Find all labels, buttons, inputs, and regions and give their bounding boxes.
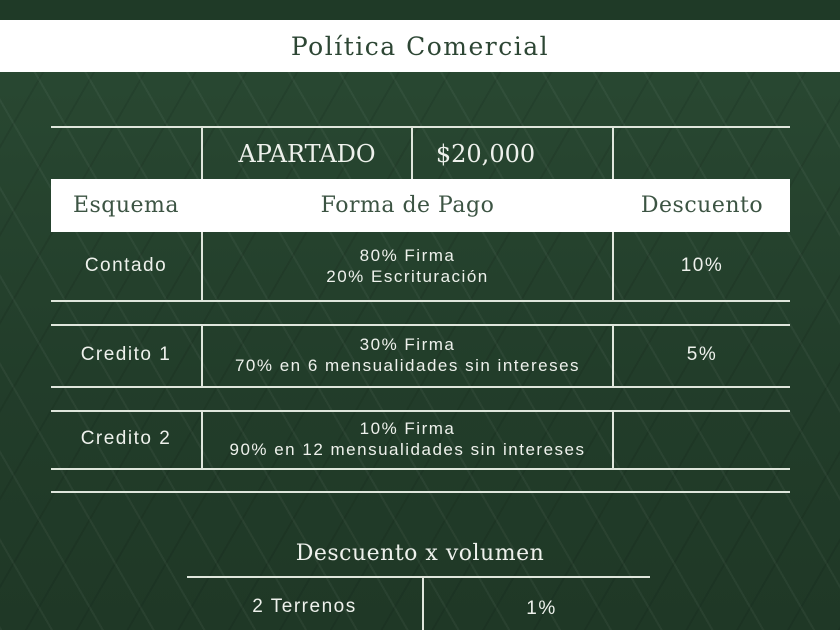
apartado-divider-right bbox=[612, 126, 614, 179]
volume-table-top-border bbox=[187, 576, 650, 578]
payment-line: 70% en 6 mensualidades sin intereses bbox=[234, 356, 581, 375]
payment-line: 90% en 12 mensualidades sin intereses bbox=[229, 440, 586, 459]
apartado-amount: $20,000 bbox=[435, 139, 536, 168]
discount-credito-2 bbox=[614, 412, 790, 466]
payment-contado bbox=[203, 232, 612, 300]
row-separator bbox=[51, 468, 790, 470]
payment-line: 30% Firma bbox=[359, 335, 456, 354]
volume-quantity: 2 Terrenos bbox=[252, 596, 357, 617]
column-header-esquema: Esquema bbox=[72, 193, 180, 218]
row-separator bbox=[51, 300, 790, 302]
column-header-descuento: Descuento bbox=[640, 193, 764, 218]
top-strip bbox=[0, 0, 840, 20]
table-header-row bbox=[51, 179, 790, 232]
payment-line: 20% Escrituración bbox=[326, 267, 489, 286]
payment-credito-1 bbox=[203, 326, 612, 384]
row-separator bbox=[51, 386, 790, 388]
payment-credito-2 bbox=[203, 412, 612, 466]
title-banner bbox=[0, 20, 840, 72]
scheme-contado: Contado bbox=[84, 255, 168, 276]
column-header-forma-de-pago: Forma de Pago bbox=[320, 193, 495, 218]
apartado-label: APARTADO bbox=[238, 139, 376, 168]
page-title: Política Comercial bbox=[290, 31, 550, 61]
scheme-credito-2: Credito 2 bbox=[80, 428, 172, 449]
table-bottom-border bbox=[51, 491, 790, 493]
discount-contado: 10% bbox=[680, 255, 724, 276]
volume-discount-title: Descuento x volumen bbox=[295, 540, 545, 566]
volume-discount-value: 1% bbox=[526, 598, 557, 619]
discount-credito-1: 5% bbox=[686, 344, 718, 365]
scheme-credito-1: Credito 1 bbox=[80, 344, 172, 365]
payment-line: 10% Firma bbox=[359, 419, 456, 438]
payment-line: 80% Firma bbox=[359, 246, 456, 265]
